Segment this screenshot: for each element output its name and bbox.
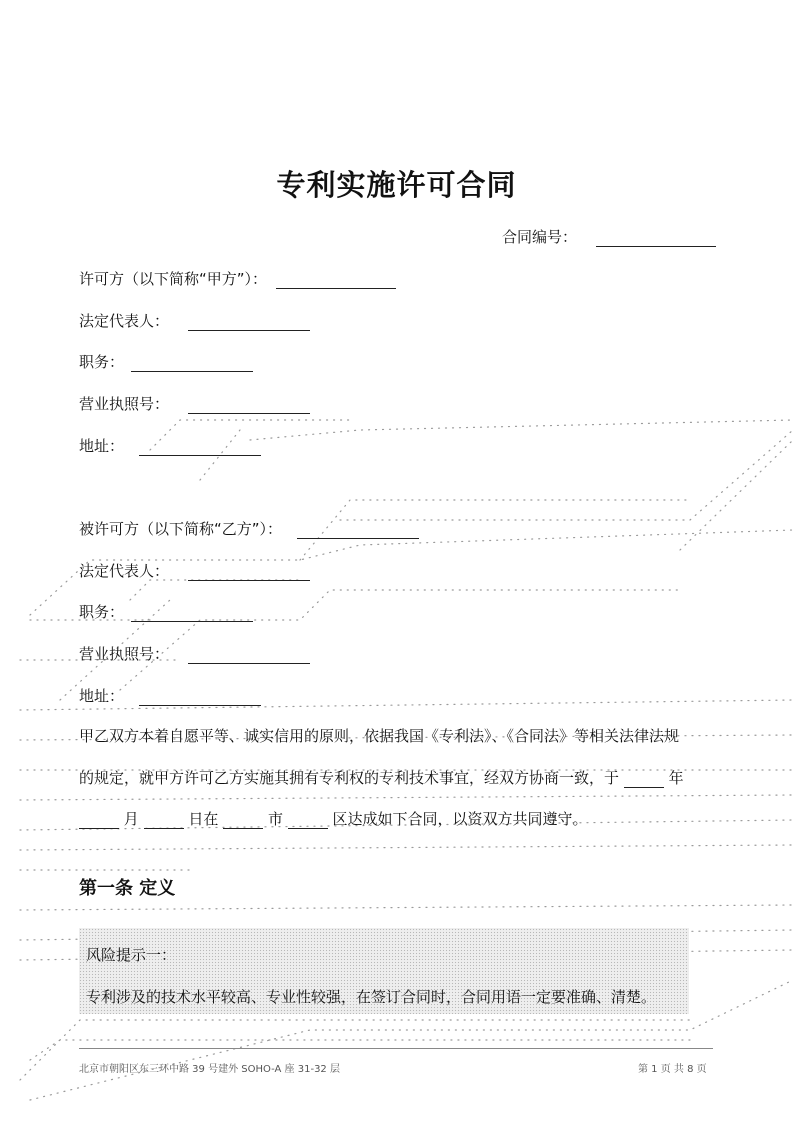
party-a-address-label: 地址：	[79, 437, 125, 455]
preamble-line-1: 甲乙双方本着自愿平等、诚实信用的原则，依据我国《专利法》、《合同法》等相关法律法规	[79, 727, 680, 745]
city-blank	[223, 814, 263, 829]
party-b-license-label: 营业执照号：	[79, 645, 170, 663]
party-a-heading: 许可方（以下简称“甲方”）：	[79, 270, 268, 288]
party-a-legal-rep-label: 法定代表人：	[79, 312, 170, 330]
party-a-heading-field	[79, 268, 396, 289]
party-a-address-field	[79, 435, 261, 456]
city-label: 市	[267, 810, 283, 828]
party-b-legal-rep-field	[79, 560, 310, 581]
document-title: 专利实施许可合同	[276, 168, 517, 202]
preamble-line-3	[79, 808, 588, 829]
party-a-position-blank	[131, 357, 253, 372]
party-b-heading-field	[79, 518, 419, 539]
party-a-legal-rep-blank	[188, 316, 310, 331]
party-b-name-blank	[297, 524, 419, 539]
risk-notice-text: 专利涉及的技术水平较高、专业性较强，在签订合同时，合同用语一定要准确、清楚。	[86, 988, 657, 1006]
party-a-address-blank	[139, 441, 261, 456]
contract-number-label: 合同编号：	[502, 228, 578, 246]
risk-notice-title: 风险提示一：	[86, 946, 177, 964]
party-a-legal-rep-field	[79, 310, 310, 331]
article-1-heading: 第一条 定义	[79, 878, 176, 899]
footer-address: 北京市朝阳区东三环中路 39 号建外 SOHO-A 座 31-32 层	[79, 1064, 340, 1075]
day-blank	[144, 814, 184, 829]
party-b-position-label: 职务：	[79, 603, 125, 621]
footer-page-info: 第 1 页 共 8 页	[638, 1064, 707, 1075]
month-label: 月	[123, 810, 139, 828]
party-b-license-field	[79, 643, 310, 664]
party-a-position-label: 职务：	[79, 353, 125, 371]
footer-divider	[79, 1048, 713, 1049]
party-a-license-field	[79, 393, 310, 414]
year-label: 年	[668, 769, 684, 787]
preamble-line-2-text: 的规定，就甲方许可乙方实施其拥有专利权的专利技术事宜，经双方协商一致，于	[79, 769, 620, 787]
party-b-position-blank	[131, 607, 253, 622]
party-b-address-field	[79, 685, 261, 706]
day-label: 日在	[188, 810, 219, 828]
contract-number-field	[502, 226, 716, 247]
party-a-license-label: 营业执照号：	[79, 395, 170, 413]
district-blank	[288, 814, 328, 829]
party-b-license-blank	[188, 649, 310, 664]
contract-number-blank	[596, 232, 716, 247]
party-b-address-label: 地址：	[79, 687, 125, 705]
year-blank	[624, 773, 664, 788]
party-b-heading: 被许可方（以下简称“乙方”）：	[79, 520, 283, 538]
party-a-position-field	[79, 351, 253, 372]
party-a-license-blank	[188, 399, 310, 414]
party-b-legal-rep-blank	[188, 566, 310, 581]
party-b-address-blank	[139, 691, 261, 706]
preamble-line-2	[79, 767, 684, 788]
party-a-name-blank	[276, 274, 396, 289]
month-blank	[79, 814, 119, 829]
party-b-legal-rep-label: 法定代表人：	[79, 562, 170, 580]
party-b-position-field	[79, 601, 253, 622]
district-tail-text: 区达成如下合同，以资双方共同遵守。	[332, 810, 588, 828]
